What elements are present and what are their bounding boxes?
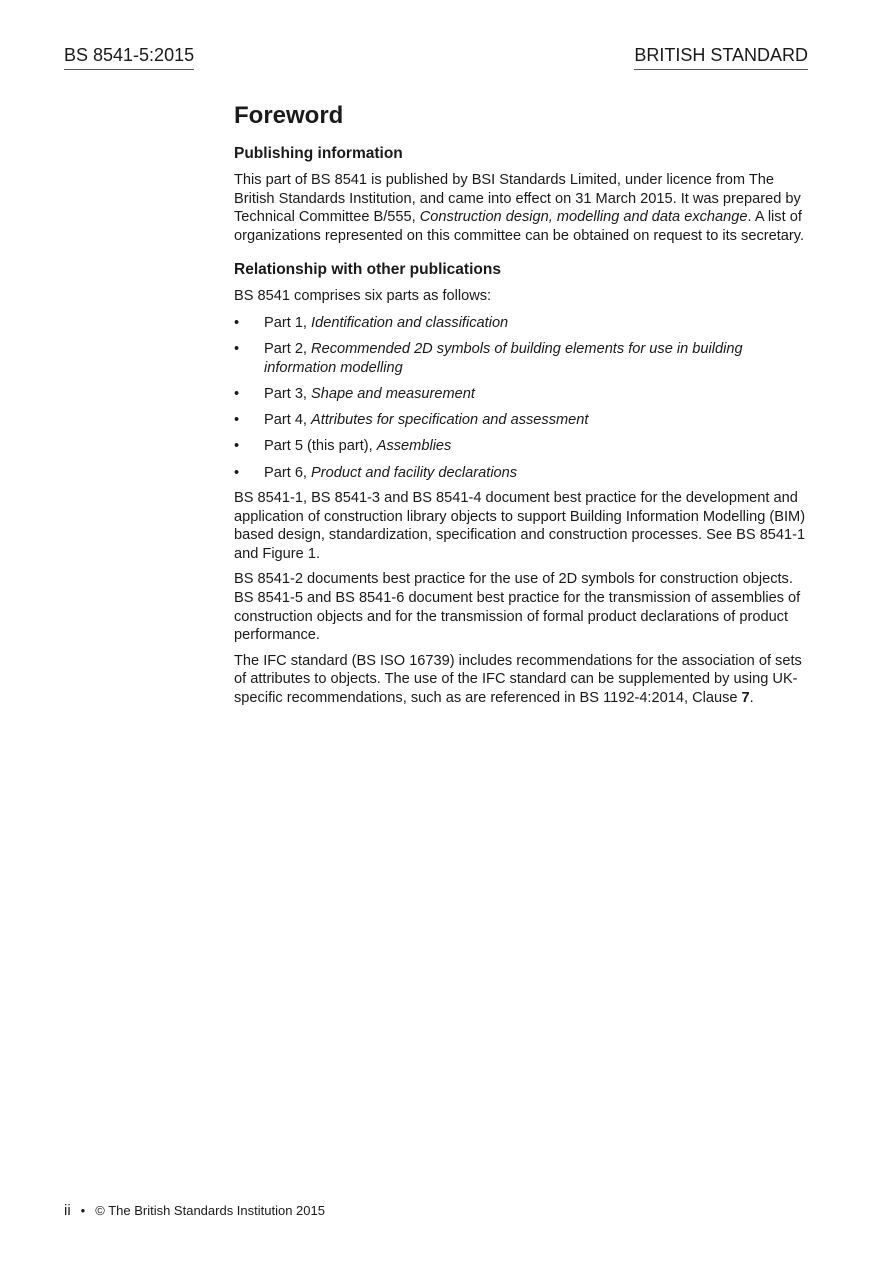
document-type: BRITISH STANDARD bbox=[634, 44, 808, 70]
list-item bbox=[234, 411, 806, 430]
copyright-notice: © The British Standards Institution 2015 bbox=[95, 1203, 325, 1218]
part-prefix: Part 4, bbox=[264, 412, 312, 429]
part-title: Product and facility declarations bbox=[311, 464, 518, 481]
bullet-icon: • bbox=[234, 464, 240, 481]
page-footer bbox=[64, 1202, 325, 1220]
part-prefix: Part 3, bbox=[264, 385, 312, 402]
part-prefix: Part 6, bbox=[264, 464, 312, 481]
publishing-information-heading: Publishing information bbox=[234, 145, 403, 162]
footer-separator: • bbox=[80, 1203, 86, 1218]
part-title: Assemblies bbox=[376, 438, 452, 455]
list-item bbox=[234, 340, 806, 377]
page-number: ii bbox=[64, 1202, 71, 1219]
part-prefix: Part 1, bbox=[264, 314, 312, 331]
bullet-icon: • bbox=[234, 341, 240, 358]
library-objects-paragraph: BS 8541-1, BS 8541-3 and BS 8541-4 document best practice for the development and application of construction library objects to support Building Information Modelling (BIM) based design, standardization, specification and construction processes. See BS 8541-1 and Figure 1. bbox=[234, 490, 806, 562]
parts-intro: BS 8541 comprises six parts as follows: bbox=[234, 288, 492, 305]
publishing-information-paragraph bbox=[234, 171, 806, 245]
bullet-icon: • bbox=[234, 412, 240, 429]
committee-name: Construction design, modelling and data exchange bbox=[419, 209, 748, 226]
part-title: Recommended 2D symbols of building elements for use in building information modelling bbox=[264, 341, 743, 376]
list-item bbox=[234, 314, 806, 333]
parts-list bbox=[234, 314, 806, 482]
foreword-section bbox=[234, 100, 806, 708]
bullet-icon: • bbox=[234, 438, 240, 455]
symbols-paragraph: BS 8541-2 documents best practice for the use of 2D symbols for construction objects. BS 8541-5 and BS 8541-6 document best practice for the transmission of assemblies of construction objects and for the transmission of formal product declarations of product performance. bbox=[234, 571, 801, 644]
part-title: Attributes for specification and assessment bbox=[311, 412, 589, 429]
ifc-paragraph bbox=[234, 652, 806, 708]
page-title: Foreword bbox=[234, 102, 344, 129]
relationship-heading: Relationship with other publications bbox=[234, 261, 501, 279]
ifc-text: The IFC standard (BS ISO 16739) includes recommendations for the association of sets of attributes to objects. The use of the IFC standard can be supplemented by using UK-specific recommendations, such as are referenced in BS 1192-4:2014, Clause bbox=[234, 652, 802, 707]
document-id: BS 8541-5:2015 bbox=[64, 44, 194, 70]
list-item bbox=[234, 385, 806, 404]
part-title: Shape and measurement bbox=[311, 385, 475, 402]
clause-reference: 7 bbox=[741, 690, 750, 707]
publishing-text-end: . A list of organizations represented on this committee can be obtained on request to its secretary. bbox=[234, 209, 805, 244]
list-item bbox=[234, 464, 806, 483]
publishing-text-start: This part of BS 8541 is published by BSI Standards Limited, under licence from The British Standards Institution, and came into effect on 31 March 2015. It was prepared by Technical Committee B/555, bbox=[234, 172, 801, 226]
bullet-icon: • bbox=[234, 385, 240, 402]
list-item bbox=[234, 437, 806, 456]
part-prefix: Part 5 (this part), bbox=[264, 438, 377, 455]
part-title: Identification and classification bbox=[311, 314, 509, 331]
bullet-icon: • bbox=[234, 314, 240, 331]
ifc-text-end: . bbox=[749, 690, 754, 707]
part-prefix: Part 2, bbox=[264, 341, 312, 358]
